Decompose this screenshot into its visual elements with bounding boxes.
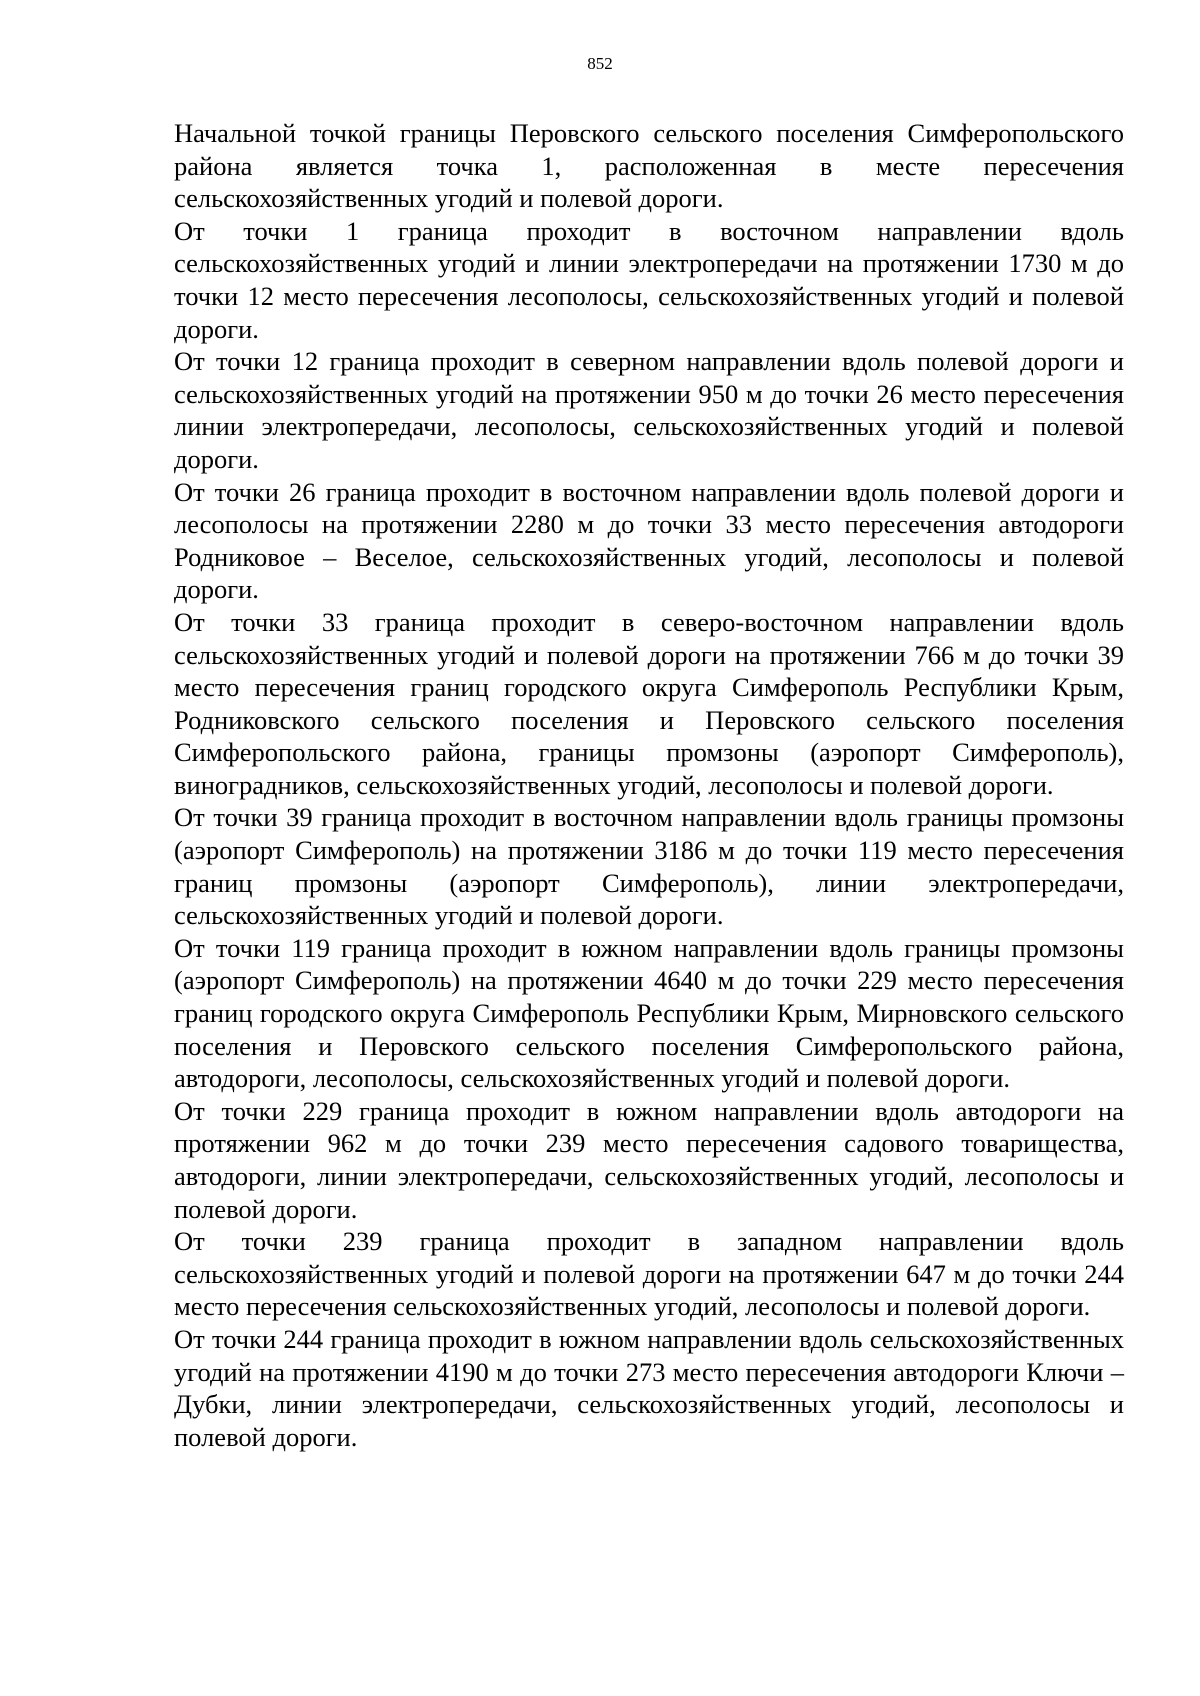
paragraph-start-point: Начальной точкой границы Перовского сельского поселения Симферопольского района является точка 1, расположенная в месте пересечения сельскохозяйственных угодий и полевой дороги.	[174, 118, 1124, 214]
document-body	[174, 117, 1124, 1453]
paragraph-point-239: От точки 239 граница проходит в западном направлении вдоль сельскохозяйственных угодий и полевой дороги на протяжении 647 м до точки 244 место пересечения сельскохозяйственных угодий, лесополосы и полевой дороги.	[174, 1226, 1124, 1322]
paragraph-point-119: От точки 119 граница проходит в южном направлении вдоль границы промзоны (аэропорт Симферополь) на протяжении 4640 м до точки 229 место пересечения границ городского округа Симферополь Республики Крым, Мирновского сельского поселения и Перовского сельского поселения Симферопольского района, автодороги, лесополосы, сельскохозяйственных угодий и полевой дороги.	[174, 932, 1124, 1094]
page-number: 852	[587, 54, 613, 73]
paragraph-point-229: От точки 229 граница проходит в южном направлении вдоль автодороги на протяжении 962 м до точки 239 место пересечения садового товарищества, автодороги, линии электропередачи, сельскохозяйственных угодий, лесополосы и полевой дороги.	[174, 1095, 1124, 1224]
paragraph-point-244: От точки 244 граница проходит в южном направлении вдоль сельскохозяйственных угодий на протяжении 4190 м до точки 273 место пересечения автодороги Ключи – Дубки, линии электропередачи, сельскохозяйственных угодий, лесополосы и полевой дороги.	[174, 1323, 1124, 1452]
paragraph-point-39: От точки 39 граница проходит в восточном направлении вдоль границы промзоны (аэропорт Симферополь) на протяжении 3186 м до точки 119 место пересечения границ промзоны (аэропорт Симферополь), линии электропередачи, сельскохозяйственных угодий и полевой дороги.	[174, 802, 1124, 931]
paragraph-point-26: От точки 26 граница проходит в восточном направлении вдоль полевой дороги и лесополосы на протяжении 2280 м до точки 33 место пересечения автодороги Родниковое – Веселое, сельскохозяйственных угодий, лесополосы и полевой дороги.	[174, 476, 1124, 605]
paragraph-point-1: От точки 1 граница проходит в восточном направлении вдоль сельскохозяйственных угодий и линии электропередачи на протяжении 1730 м до точки 12 место пересечения лесополосы, сельскохозяйственных угодий и полевой дороги.	[174, 215, 1124, 344]
paragraph-point-12: От точки 12 граница проходит в северном направлении вдоль полевой дороги и сельскохозяйственных угодий на протяжении 950 м до точки 26 место пересечения линии электропередачи, лесополосы, сельскохозяйственных угодий и полевой дороги.	[174, 346, 1124, 474]
paragraph-point-33: От точки 33 граница проходит в северо-восточном направлении вдоль сельскохозяйственных угодий и полевой дороги на протяжении 766 м до точки 39 место пересечения границ городского округа Симферополь Республики Крым, Родниковского сельского поселения и Перовского сельского поселения Симферопольского района, границы промзоны (аэропорт Симферополь), виноградников, сельскохозяйственных угодий, лесополосы и полевой дороги.	[174, 606, 1124, 800]
